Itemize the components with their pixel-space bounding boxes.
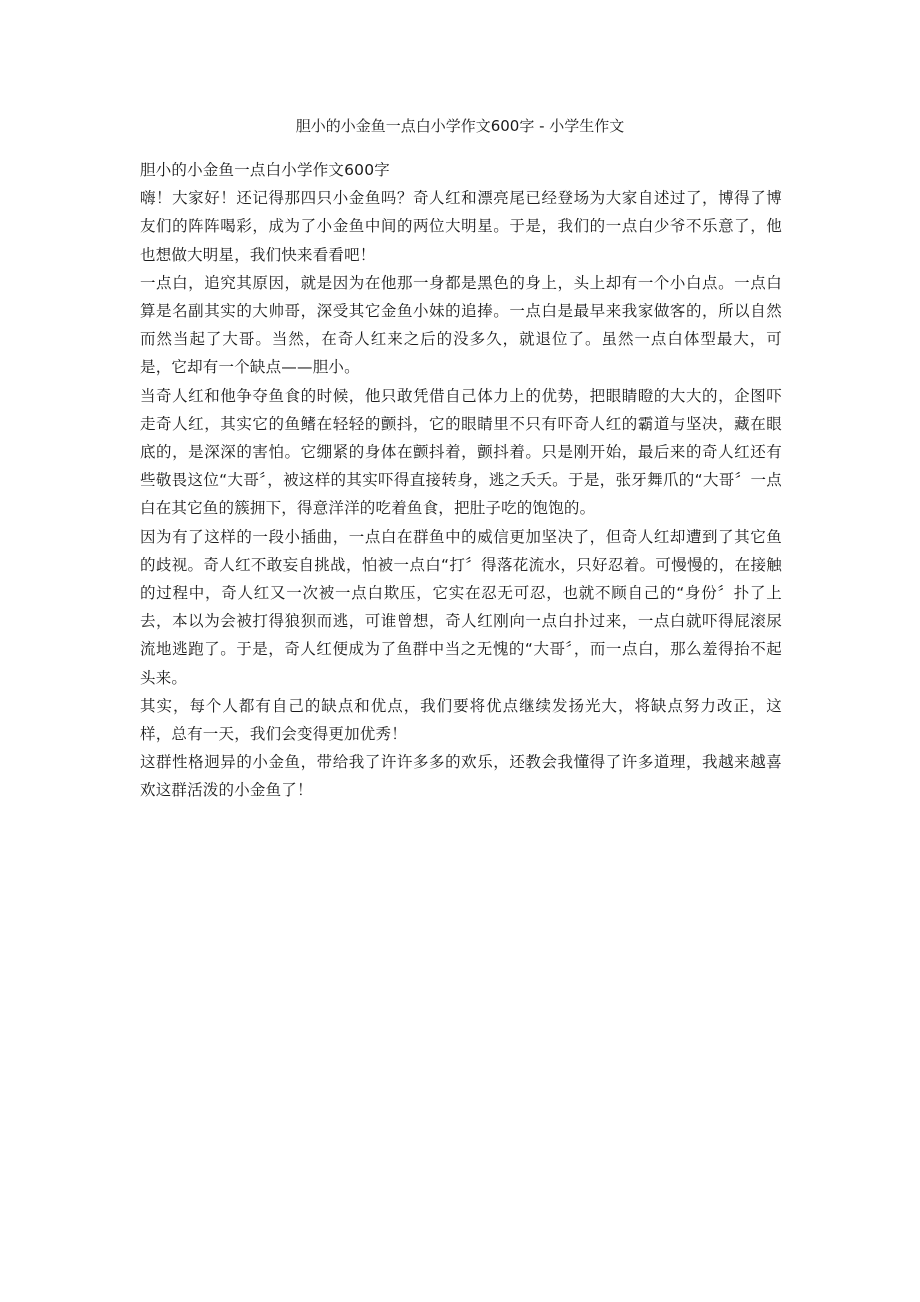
article-paragraph: 因为有了这样的一段小插曲，一点白在群鱼中的威信更加坚决了，但奇人红却遭到了其它鱼的歧视。奇人红不敢妄自挑战，怕被一点白“打〞得落花流水，只好忍着。可慢慢的，在接触的过程中，奇人红又一次被一点白欺压，它实在忍无可忍，也就不顾自己的“身份〞扑了上去，本以为会被打得狼狈而逃，可谁曾想，奇人红刚向一点白扑过来，一点白就吓得屁滚尿流地逃跑了。于是，奇人红便成为了鱼群中当之无愧的“大哥〞，而一点白，那么羞得抬不起头来。 bbox=[140, 527, 782, 687]
article-paragraph: 其实，每个人都有自己的缺点和优点，我们要将优点继续发扬光大，将缺点努力改正，这样，总有一天，我们会变得更加优秀！ bbox=[140, 696, 782, 744]
article-paragraph: 当奇人红和他争夺鱼食的时候，他只敢凭借自己体力上的优势，把眼睛瞪的大大的，企图吓走奇人红，其实它的鱼鳍在轻轻的颤抖，它的眼睛里不只有吓奇人红的霸道与坚决，藏在眼底的，是深深的害怕。它绷紧的身体在颤抖着，颤抖着。只是刚开始，最后来的奇人红还有些敬畏这位“大哥〞，被这样的其实吓得直接转身，逃之夭夭。于是，张牙舞爪的“大哥〞一点白在其它鱼的簇拥下，得意洋洋的吃着鱼食，把肚子吃的饱饱的。 bbox=[140, 386, 782, 518]
article-heading: 胆小的小金鱼一点白小学作文600字 bbox=[140, 161, 390, 179]
page-title: 胆小的小金鱼一点白小学作文600字 - 小学生作文 bbox=[295, 117, 625, 135]
article-paragraph: 一点白，追究其原因，就是因为在他那一身都是黑色的身上，头上却有一个小白点。一点白算是名副其实的大帅哥，深受其它金鱼小妹的追捧。一点白是最早来我家做客的，所以自然而然当起了大哥。当然，在奇人红来之后的没多久，就退位了。虽然一点白体型最大，可是，它却有一个缺点——胆小。 bbox=[140, 273, 782, 377]
article-body bbox=[140, 156, 782, 805]
article-paragraph: 嗨！大家好！还记得那四只小金鱼吗？奇人红和漂亮尾已经登场为大家自述过了，博得了博友们的阵阵喝彩，成为了小金鱼中间的两位大明星。于是，我们的一点白少爷不乐意了，他也想做大明星，我们快来看看吧！ bbox=[140, 189, 782, 264]
article-paragraph: 这群性格迥异的小金鱼，带给我了许许多多的欢乐，还教会我懂得了许多道理，我越来越喜欢这群活泼的小金鱼了！ bbox=[140, 753, 782, 800]
